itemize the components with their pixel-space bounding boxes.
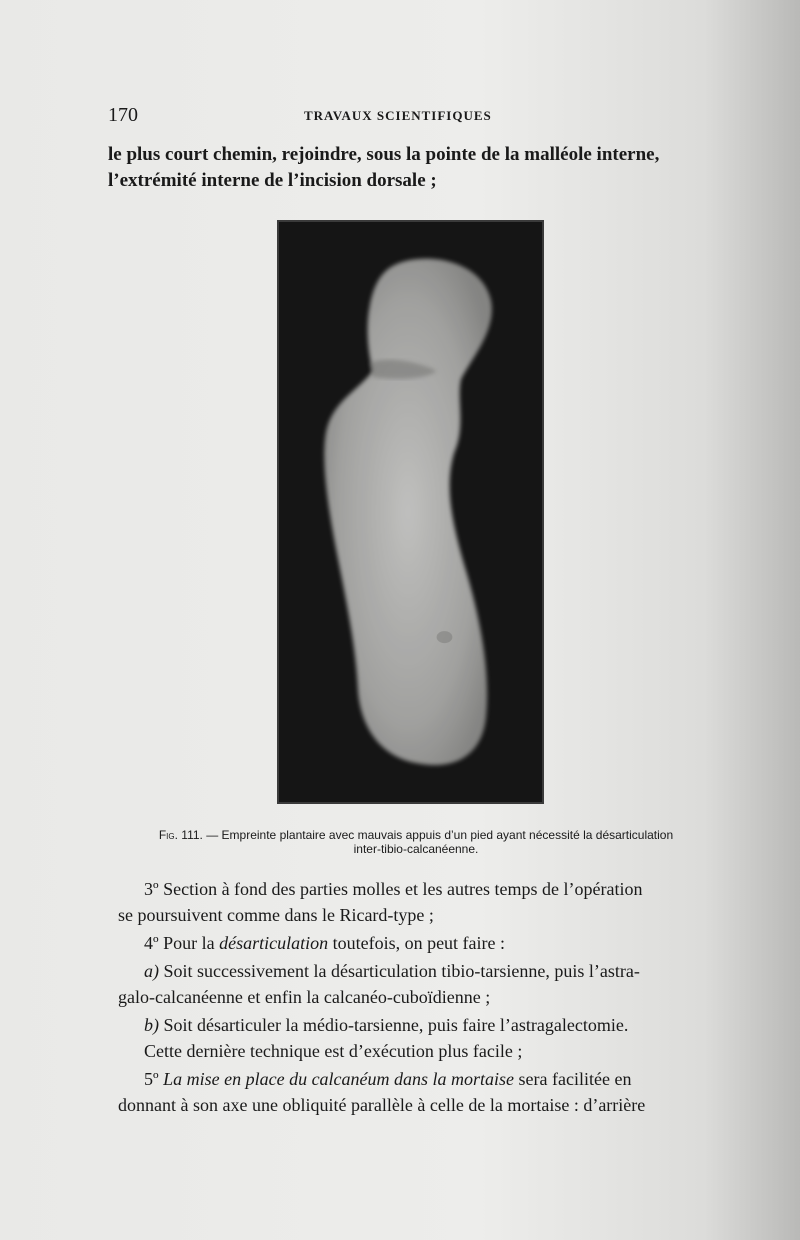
top-paragraph [108, 142, 720, 194]
paragraph-4-italic: désarticulation [219, 933, 329, 953]
paragraph-4-prefix: 4º Pour la [144, 933, 220, 953]
paragraph-a-line-1: Soit successivement la désarticulation tibio-tarsienne, puis l’astra- [159, 961, 640, 981]
footprint-figure [277, 220, 544, 804]
paragraph-3 [118, 876, 716, 928]
page-number: 170 [108, 104, 138, 126]
footprint-image [279, 222, 542, 802]
paragraph-4 [118, 930, 716, 956]
paragraph-b [118, 1012, 716, 1064]
paragraph-a-line-2: galo-calcanéenne et enfin la calcanéo-cuboïdienne ; [118, 987, 491, 1007]
paragraph-5-italic: La mise en place du calcanéum dans la mortaise [163, 1069, 515, 1089]
paragraph-3-line-2: se poursuivent comme dans le Ricard-type ; [118, 905, 434, 925]
top-paragraph-line-2: l’extrémité interne de l’incision dorsale ; [108, 170, 437, 191]
paragraph-5-prefix: 5º [144, 1069, 164, 1089]
paragraph-5-line-1-suffix: sera facilitée en [514, 1069, 632, 1089]
running-title: TRAVAUX SCIENTIFIQUES [304, 108, 492, 123]
paragraph-3-line-1: 3º Section à fond des parties molles et les autres temps de l’opération [144, 879, 643, 899]
figure-caption-line-2: inter-tibio-calcanéenne. [353, 842, 479, 856]
paragraph-b-line-1: Soit désarticuler la médio-tarsienne, puis faire l’astragalectomie. [159, 1015, 629, 1035]
page-header [108, 104, 718, 130]
top-paragraph-line-1: le plus court chemin, rejoindre, sous la pointe de la malléole interne, [108, 144, 660, 165]
figure-label: Fig. 111. [158, 828, 203, 842]
paragraph-4-suffix: toutefois, on peut faire : [328, 933, 506, 953]
paragraph-5-line-2: donnant à son axe une obliquité parallèle à celle de la mortaise : d’arrière [118, 1095, 646, 1115]
paragraph-a [118, 958, 716, 1010]
paragraph-a-label: a) [144, 961, 159, 981]
paragraph-b-label: b) [144, 1015, 159, 1035]
figure-caption [118, 828, 714, 856]
paragraph-b-line-2: Cette dernière technique est d’exécution plus facile ; [144, 1041, 523, 1061]
paragraph-5 [118, 1066, 716, 1118]
figure-caption-line-1: — Empreinte plantaire avec mauvais appuis d’un pied ayant nécessité la désarticulation [202, 828, 674, 842]
